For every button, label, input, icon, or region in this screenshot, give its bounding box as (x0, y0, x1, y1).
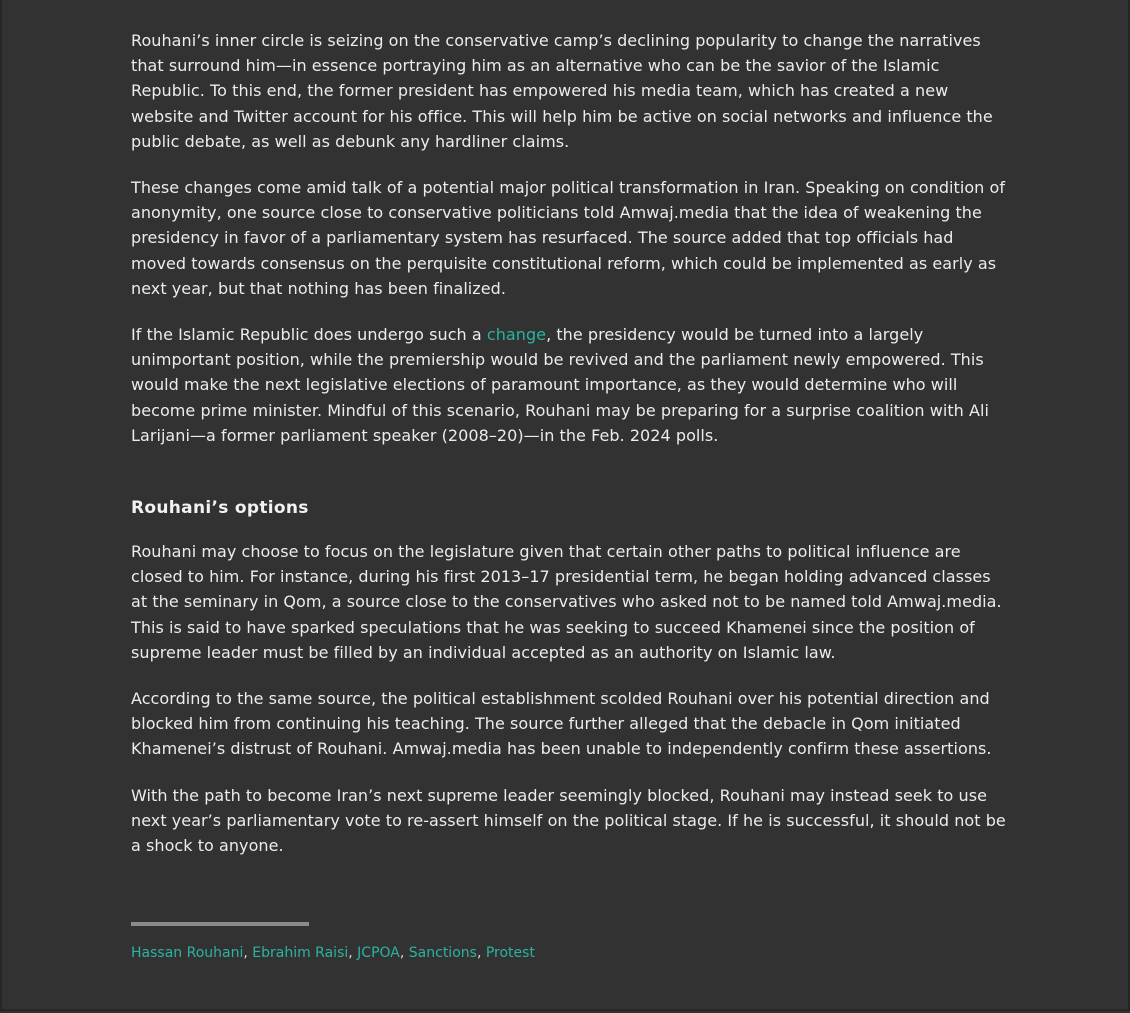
tags-divider (131, 922, 309, 926)
paragraph-6: With the path to become Iran’s next supreme leader seemingly blocked, Rouhani may instead seek to use next year’s parliamentary vote to re-assert himself on the political stage. If he is successful, it should not be a shock to anyone. (131, 785, 1006, 856)
paragraph-3-text-end: , the presidency would be turned into a largely unimportant position, while the premiership would be revived and the parliament newly empowered. This would make the next legislative elections of paramount importance, as they would determine who will become prime minister. Mindful of this scenario, Rouhani may be preparing for a surprise coalition with Ali Larijani—a former parliament speaker (2008–20)—in the Feb. 2024 polls. (131, 325, 989, 445)
tag-link-ebrahim-raisi[interactable]: Ebrahim Raisi (252, 945, 349, 961)
tag-separator: , (476, 945, 486, 961)
tag-separator: , (348, 945, 358, 961)
tag-link-protest[interactable]: Protest (485, 945, 535, 961)
paragraph-2: These changes come amid talk of a potential major political transformation in Iran. Speaking on condition of anonymity, one source close to conservative politicians told Amwaj.media that the idea of weakening the presidency in favor of a parliamentary system has resurfaced. The source added that top officials had moved towards consensus on the perquisite constitutional reform, which could be implemented as early as next year, but that nothing has been finalized. (131, 178, 1006, 298)
tag-list (131, 943, 535, 963)
change-link[interactable]: change (486, 325, 547, 345)
tag-separator: , (243, 945, 253, 961)
tag-separator: , (399, 945, 409, 961)
paragraph-3-text-start: If the Islamic Republic does undergo such a (131, 325, 487, 345)
tag-link-sanctions[interactable]: Sanctions (408, 945, 477, 961)
paragraph-1: Rouhani’s inner circle is seizing on the conservative camp’s declining popularity to change the narratives that surround him—in essence portraying him as an alternative who can be the savior of the Islamic Republic. To this end, the former president has empowered his media team, which has created a new website and Twitter account for his office. This will help him be active on social networks and influence the public debate, as well as debunk any hardliner claims. (131, 31, 993, 151)
article-body (131, 28, 1011, 879)
section-heading-rouhanis-options: Rouhani’s options (131, 498, 309, 519)
paragraph-5: According to the same source, the political establishment scolded Rouhani over his potential direction and blocked him from continuing his teaching. The source further alleged that the debacle in Qom initiated Khamenei’s distrust of Rouhani. Amwaj.media has been unable to independently confirm these assertions. (131, 689, 992, 759)
paragraph-3 (131, 322, 1011, 448)
tag-link-jcpoa[interactable]: JCPOA (357, 945, 400, 961)
paragraph-4: Rouhani may choose to focus on the legislature given that certain other paths to political influence are closed to him. For instance, during his first 2013–17 presidential term, he began holding advanced classes at the seminary in Qom, a source close to the conservatives who asked not to be named told Amwaj.media. This is said to have sparked speculations that he was seeking to succeed Khamenei since the position of supreme leader must be filled by an individual accepted as an authority on Islamic law. (131, 542, 1002, 662)
tag-link-hassan-rouhani[interactable]: Hassan Rouhani (131, 945, 244, 961)
